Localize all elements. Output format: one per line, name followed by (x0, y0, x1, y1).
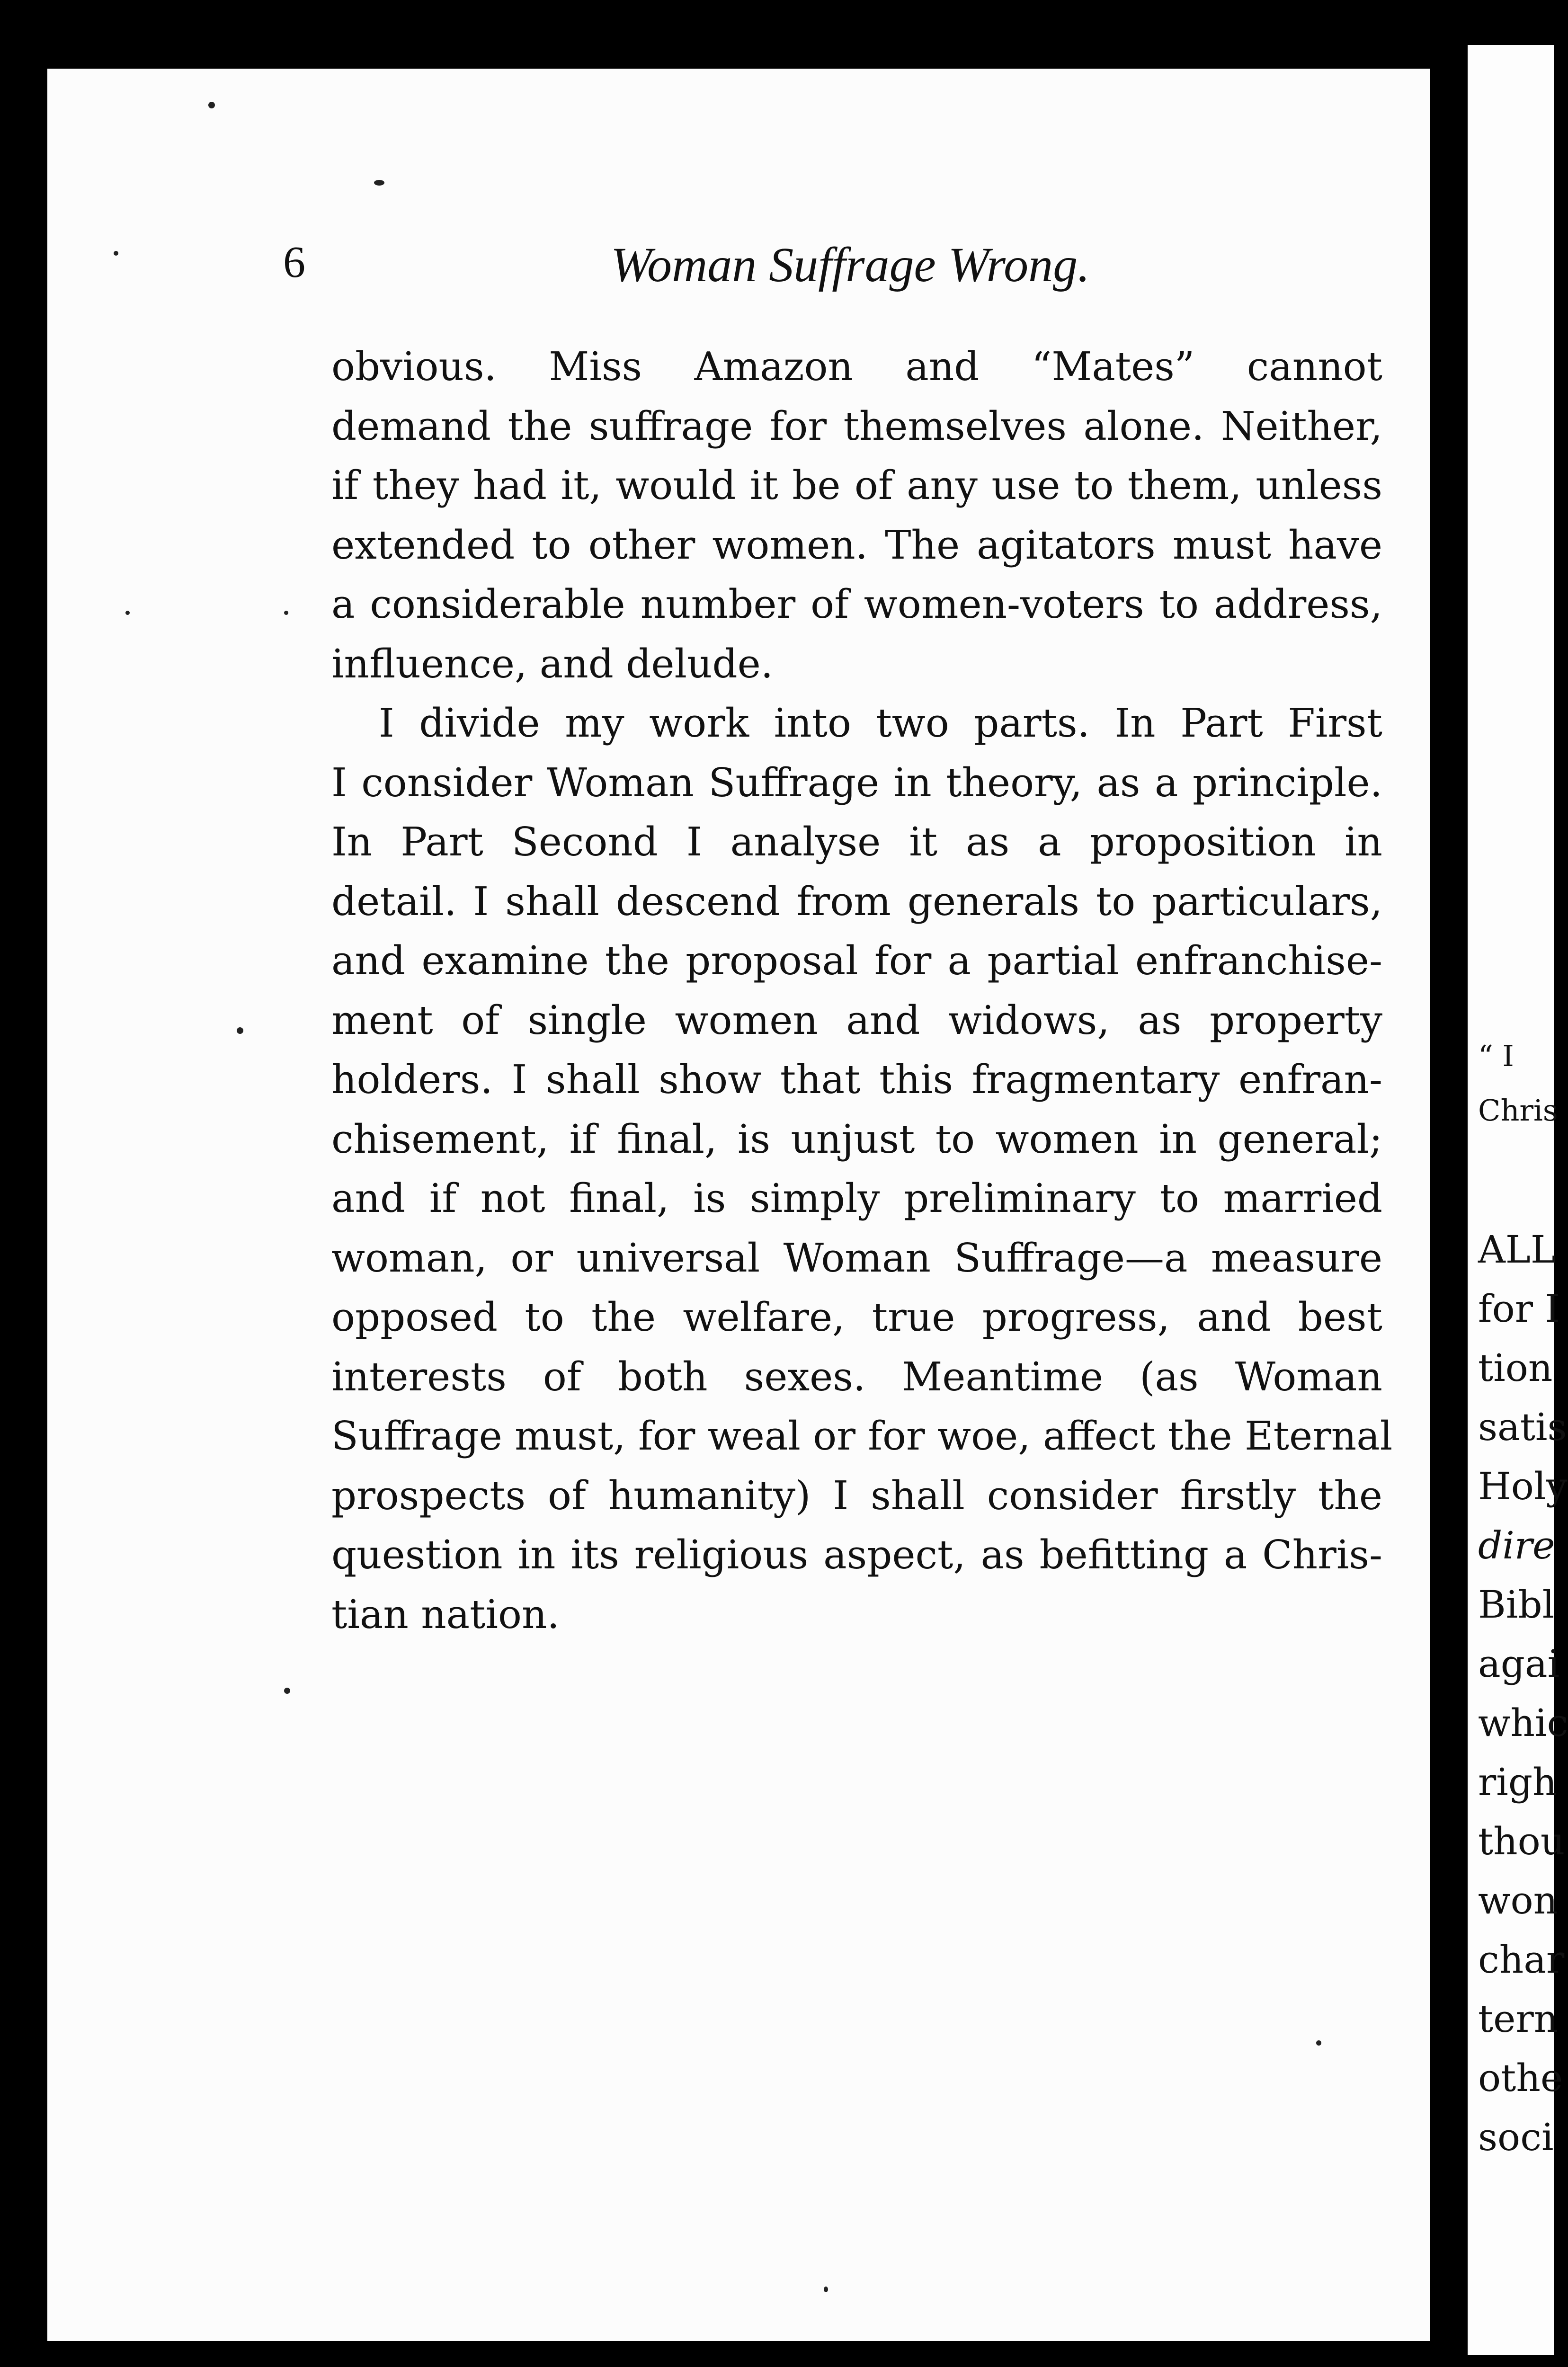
scan-speck (284, 1688, 290, 1694)
text-line: obvious. Miss Amazon and “Mates” cannot (331, 344, 1382, 390)
scan-speck (824, 2287, 828, 2292)
running-title: Woman Suffrage Wrong. (611, 238, 1090, 292)
text-line: Suffrage must, for weal or for woe, affect the Eternal (331, 1413, 1393, 1459)
adjacent-page-edge (1468, 45, 1568, 2355)
text-line: and examine the proposal for a partial enfranchise- (331, 938, 1382, 984)
adjacent-text-fragment: Bibl (1478, 1583, 1555, 1627)
scan-speck (1316, 2040, 1321, 2046)
text-line: detail. I shall descend from generals to particulars, (331, 878, 1382, 925)
text-line: I divide my work into two parts. In Part First (379, 700, 1382, 746)
adjacent-text-fragment: thou (1478, 1819, 1565, 1863)
adjacent-text-fragment: righ (1478, 1760, 1557, 1804)
text-line: if they had it, would it be of any use to them, unless (331, 463, 1382, 508)
adjacent-text-fragment: Chris (1478, 1093, 1558, 1128)
page-number: 6 (283, 238, 305, 287)
adjacent-text-fragment: tion (1478, 1346, 1553, 1390)
adjacent-text-fragment: for I (1478, 1287, 1560, 1331)
text-line: I consider Woman Suffrage in theory, as a principle. (331, 759, 1382, 806)
adjacent-text-fragment: Holy (1478, 1464, 1568, 1508)
scan-speck (284, 611, 288, 615)
adjacent-text-fragment: tern (1478, 1997, 1559, 2041)
adjacent-text-fragment: whic (1478, 1701, 1568, 1745)
adjacent-text-fragment: char (1478, 1938, 1565, 1982)
text-line: and if not final, is simply preliminary to married (331, 1175, 1382, 1221)
text-line: woman, or universal Woman Suffrage—a measure (331, 1235, 1382, 1281)
scan-speck (114, 251, 118, 256)
scan-speck (237, 1027, 243, 1034)
text-line: extended to other women. The agitators must have (331, 522, 1382, 568)
adjacent-text-fragment: othe (1478, 2056, 1563, 2100)
adjacent-text-fragment: agai (1478, 1642, 1560, 1686)
adjacent-text-fragment: satis (1478, 1405, 1567, 1449)
text-line: opposed to the welfare, true progress, and best (331, 1294, 1382, 1340)
page-body-text (331, 337, 1393, 1644)
adjacent-text-fragment: “ I (1478, 1039, 1514, 1073)
text-line: ment of single women and widows, as property (331, 997, 1382, 1043)
scan-speck (208, 102, 215, 108)
adjacent-text-fragment: won (1478, 1878, 1558, 1922)
text-line: interests of both sexes. Meantime (as Woman (331, 1353, 1382, 1400)
text-line: a considerable number of women-voters to address, (331, 581, 1382, 627)
adjacent-text-fragment: dire (1478, 1523, 1555, 1567)
text-line: prospects of humanity) I shall consider firstly the (331, 1472, 1382, 1519)
text-line: influence, and delude. (331, 641, 774, 687)
text-line: chisement, if final, is unjust to women in general; (331, 1116, 1382, 1162)
text-line: holders. I shall show that this fragmentary enfran- (331, 1057, 1382, 1103)
text-line: In Part Second I analyse it as a proposition in (331, 819, 1382, 865)
scan-speck (374, 180, 384, 186)
scan-speck (125, 611, 130, 615)
text-line: tian nation. (331, 1591, 560, 1637)
text-line: demand the suffrage for themselves alone. Neither, (331, 403, 1382, 449)
text-line: question in its religious aspect, as befitting a Chris- (331, 1532, 1382, 1578)
adjacent-text-fragment: ALL (1478, 1228, 1556, 1272)
adjacent-text-fragment: soci (1478, 2115, 1554, 2159)
